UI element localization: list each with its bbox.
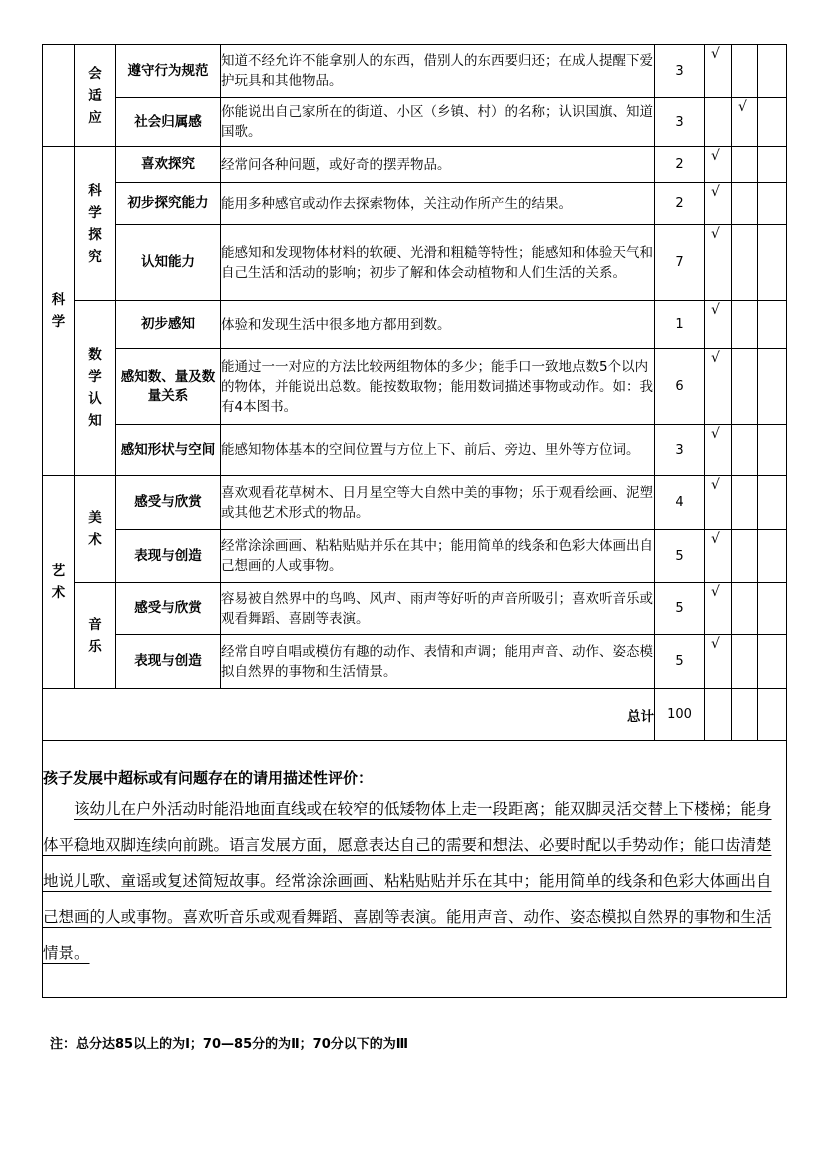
item-score: 5 [655, 635, 705, 689]
item-description: 经常自哼自唱或模仿有趣的动作、表情和声调；能用声音、动作、姿态模拟自然界的事物和生活情景。 [221, 635, 655, 689]
item-description: 能用多种感官或动作去探索物体，关注动作所产生的结果。 [221, 183, 655, 225]
item-description: 体验和发现生活中很多地方都用到数。 [221, 301, 655, 349]
grade-cell-3 [758, 98, 787, 147]
grade-cell-3 [758, 301, 787, 349]
grade-cell-2 [732, 45, 758, 98]
item-name: 遵守行为规范 [116, 45, 221, 98]
item-score: 7 [655, 225, 705, 301]
check-mark: √ [711, 426, 720, 442]
grade-cell-1 [705, 476, 732, 530]
grade-cell-1 [705, 635, 732, 689]
grade-cell-2 [732, 301, 758, 349]
item-description: 知道不经允许不能拿别人的东西，借别人的东西要归还；在成人提醒下爱护玩具和其他物品。 [221, 45, 655, 98]
grade-cell-2 [732, 476, 758, 530]
item-name: 认知能力 [116, 225, 221, 301]
item-description: 经常涂涂画画、粘粘贴贴并乐在其中；能用简单的线条和色彩大体画出自己想画的人或事物。 [221, 530, 655, 583]
total-grade-cell-3 [758, 689, 787, 741]
item-score: 3 [655, 45, 705, 98]
item-score: 5 [655, 530, 705, 583]
subdomain-math-cognition: 数学认知 [75, 301, 116, 476]
grade-cell-1 [705, 583, 732, 635]
grade-cell-3 [758, 147, 787, 183]
grade-cell-3 [758, 225, 787, 301]
grade-cell-3 [758, 349, 787, 425]
item-score: 4 [655, 476, 705, 530]
grade-cell-2 [732, 425, 758, 476]
item-score: 3 [655, 425, 705, 476]
grade-cell-2 [732, 225, 758, 301]
comment-body [43, 791, 786, 971]
item-score: 2 [655, 147, 705, 183]
grade-cell-1 [705, 301, 732, 349]
total-grade-cell-1 [705, 689, 732, 741]
grade-cell-1 [705, 225, 732, 301]
item-description: 经常问各种问题，或好奇的摆弄物品。 [221, 147, 655, 183]
grade-cell-3 [758, 183, 787, 225]
domain-science: 科学 [43, 147, 75, 476]
grade-cell-3 [758, 476, 787, 530]
grade-cell-3 [758, 583, 787, 635]
check-mark: √ [711, 148, 720, 164]
item-description: 喜欢观看花草树木、日月星空等大自然中美的事物；乐于观看绘画、泥塑或其他艺术形式的物品。 [221, 476, 655, 530]
total-label: 总计 [43, 689, 655, 741]
item-description: 能感知和发现物体材料的软硬、光滑和粗糙等特性；能感知和体验天气和自己生活和活动的影响；初步了解和体会动植物和人们生活的关系。 [221, 225, 655, 301]
subdomain-social-adaptation: 会适应 [75, 45, 116, 147]
item-score: 5 [655, 583, 705, 635]
comment-title: 孩子发展中超标或有问题存在的请用描述性评价： [43, 769, 374, 787]
item-name: 表现与创造 [116, 635, 221, 689]
grade-cell-1 [705, 425, 732, 476]
check-mark: √ [711, 477, 720, 493]
item-description: 能通过一一对应的方法比较两组物体的多少；能手口一致地点数5个以内的物体，并能说出总数。能按数取物；能用数词描述事物或动作。如：我有4本图书。 [221, 349, 655, 425]
item-name: 感知形状与空间 [116, 425, 221, 476]
item-name: 感知数、量及数量关系 [116, 349, 221, 425]
item-name: 社会归属感 [116, 98, 221, 147]
grade-cell-2 [732, 183, 758, 225]
grade-cell-2 [732, 349, 758, 425]
grade-cell-1 [705, 98, 732, 147]
total-grade-cell-2 [732, 689, 758, 741]
item-score: 1 [655, 301, 705, 349]
total-score: 100 [655, 689, 705, 741]
descriptive-evaluation-cell [43, 741, 787, 998]
grade-cell-1 [705, 147, 732, 183]
check-mark: √ [711, 226, 720, 242]
comment-text: 该幼儿在户外活动时能沿地面直线或在较窄的低矮物体上走一段距离；能双脚灵活交替上下楼梯；能身体平稳地双脚连续向前跳。语言发展方面，愿意表达自己的需要和想法、必要时配以手势动作；能口齿清楚地说儿歌、童谣或复述简短故事。经常涂涂画画、粘粘贴贴并乐在其中；能用简单的线条和色彩大体画出自己想画的人或事物。喜欢听音乐或观看舞蹈、喜剧等表演。能用声音、动作、姿态模拟自然界的事物和生活情景。 [43, 800, 772, 962]
check-mark: √ [711, 531, 720, 547]
grade-cell-3 [758, 45, 787, 98]
check-mark: √ [711, 584, 720, 600]
item-name: 初步探究能力 [116, 183, 221, 225]
item-description: 能感知物体基本的空间位置与方位上下、前后、旁边、里外等方位词。 [221, 425, 655, 476]
item-name: 喜欢探究 [116, 147, 221, 183]
item-score: 6 [655, 349, 705, 425]
grade-cell-3 [758, 425, 787, 476]
grading-note: 注：总分达85以上的为Ⅰ；70—85分的为Ⅱ；70分以下的为Ⅲ [50, 1037, 409, 1052]
check-mark: √ [711, 350, 720, 366]
grade-cell-3 [758, 635, 787, 689]
grade-cell-2 [732, 635, 758, 689]
grade-cell-1 [705, 183, 732, 225]
check-mark: √ [738, 99, 747, 115]
item-name: 感受与欣赏 [116, 583, 221, 635]
item-name: 表现与创造 [116, 530, 221, 583]
grade-cell-1 [705, 530, 732, 583]
check-mark: √ [711, 636, 720, 652]
grade-cell-1 [705, 45, 732, 98]
grade-cell-2 [732, 583, 758, 635]
subdomain-music: 音乐 [75, 583, 116, 689]
grade-cell-2 [732, 98, 758, 147]
check-mark: √ [711, 302, 720, 318]
item-score: 3 [655, 98, 705, 147]
item-description: 容易被自然界中的鸟鸣、风声、雨声等好听的声音所吸引；喜欢听音乐或观看舞蹈、喜剧等表演。 [221, 583, 655, 635]
item-score: 2 [655, 183, 705, 225]
grade-cell-2 [732, 530, 758, 583]
subdomain-science-inquiry: 科学探究 [75, 147, 116, 301]
domain-art: 艺术 [43, 476, 75, 689]
domain-cell-social [43, 45, 75, 147]
item-name: 初步感知 [116, 301, 221, 349]
grade-cell-1 [705, 349, 732, 425]
check-mark: √ [711, 184, 720, 200]
grade-cell-2 [732, 147, 758, 183]
check-mark: √ [711, 46, 720, 62]
grade-cell-3 [758, 530, 787, 583]
item-name: 感受与欣赏 [116, 476, 221, 530]
item-description: 你能说出自己家所在的街道、小区（乡镇、村）的名称；认识国旗、知道国歌。 [221, 98, 655, 147]
evaluation-table [42, 44, 787, 998]
subdomain-fine-art: 美术 [75, 476, 116, 583]
